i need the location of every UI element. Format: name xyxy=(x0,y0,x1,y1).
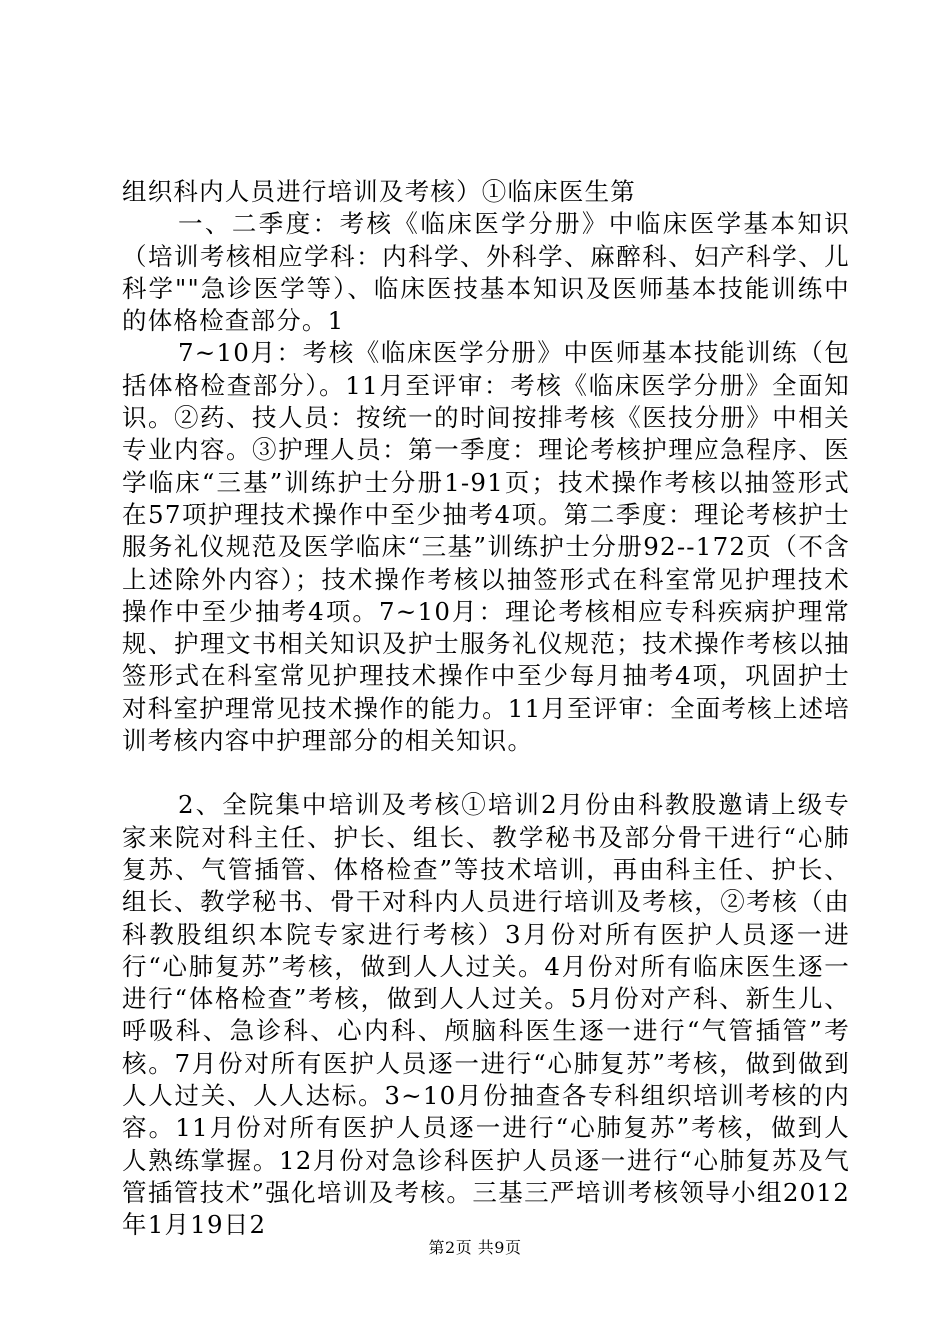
paragraph-3: 7~10月：考核《临床医学分册》中医师基本技能训练（包括体格检查部分）。11月至评审：考核《临床医学分册》全面知识。②药、技人员：按统一的时间按排考核《医技分册》中相关专业内容。③护理人员：第一季度：理论考核护理应急程序、医学临床“三基”训练护士分册1-91页；技术操作考核以抽签形式在57项护理技术操作中至少抽考4项。第二季度：理论考核护士服务礼仪规范及医学临床“三基”训练护士分册92--172页（不含上述除外内容）；技术操作考核以抽签形式在科室常见护理技术操作中至少抽考4项。7~10月：理论考核相应专科疾病护理常规、护理文书相关知识及护士服务礼仪规范；技术操作考核以抽签形式在科室常见护理技术操作中至少每月抽考4项，巩固护士对科室护理常见技术操作的能力。11月至评审：全面考核上述培训考核内容中护理部分的相关知识。 xyxy=(122,338,850,756)
page-footer: 第2页 共9页 xyxy=(428,1238,522,1257)
paragraph-2: 一、二季度：考核《临床医学分册》中临床医学基本知识（培训考核相应学科：内科学、外科学、麻醉科、妇产科学、儿科学""急诊医学等）、临床医技基本知识及医师基本技能训练中的体格检查部分。1 xyxy=(122,209,850,336)
document-body xyxy=(122,176,850,1242)
paragraph-4: 2、全院集中培训及考核①培训2月份由科教股邀请上级专家来院对科主任、护长、组长、教学秘书及部分骨干进行“心肺复苏、气管插管、体格检查”等技术培训，再由科主任、护长、组长、教学秘书、骨干对科内人员进行培训及考核，②考核（由科教股组织本院专家进行考核）3月份对所有医护人员逐一进行“心肺复苏”考核，做到人人过关。4月份对所有临床医生逐一进行“体格检查”考核，做到人人过关。5月份对产科、新生儿、呼吸科、急诊科、心内科、颅脑科医生逐一进行“气管插管”考核。7月份对所有医护人员逐一进行“心肺复苏”考核，做到做到人人过关、人人达标。3~10月份抽查各专科组织培训考核的内容。11月份对所有医护人员逐一进行“心肺复苏”考核，做到人人熟练掌握。12月份对急诊科医护人员逐一进行“心肺复苏及气管插管技术”强化培训及考核。三基三严培训考核领导小组2012年1月19日2 xyxy=(122,790,850,1240)
paragraph-1: 组织科内人员进行培训及考核）①临床医生第 xyxy=(122,177,636,206)
